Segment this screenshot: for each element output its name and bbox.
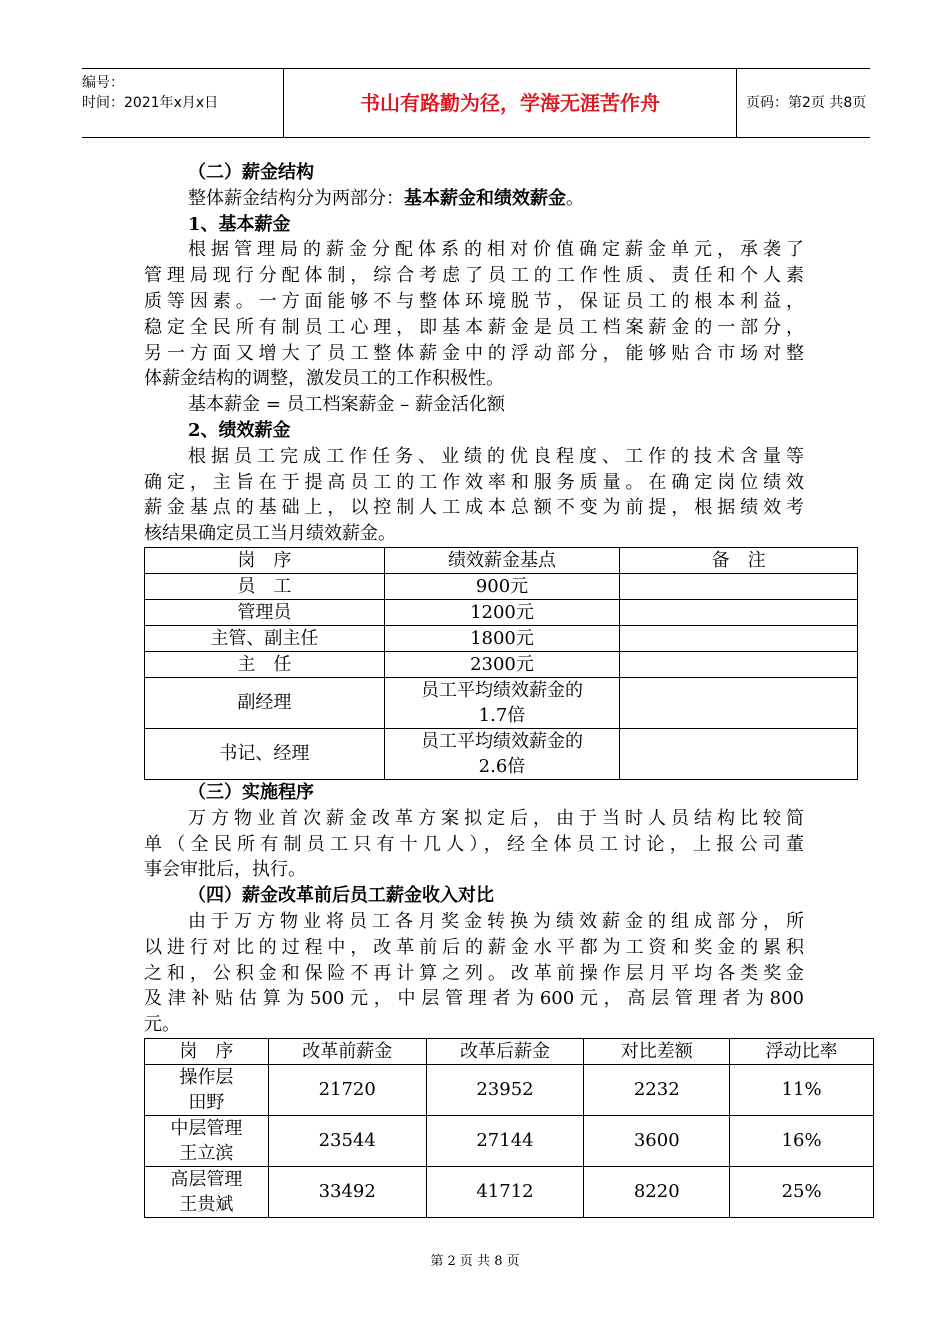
base-salary-title: 1、基本薪金: [188, 213, 291, 235]
table-cell: 23544: [268, 1115, 426, 1166]
table-cell: [145, 1115, 269, 1166]
paragraph-line: 单（全民所有制员工只有十几人），经全体员工讨论，上报公司董: [144, 833, 804, 855]
paragraph-line: 以进行对比的过程中，改革前后的薪金水平都为工资和奖金的累积: [144, 936, 804, 958]
table-cell: [620, 677, 858, 728]
table-cell: 1200元: [384, 599, 620, 625]
page-header: [82, 68, 870, 138]
paragraph-line: 元。: [144, 1014, 180, 1036]
table-cell: 16%: [730, 1115, 874, 1166]
section-2-intro: [144, 186, 804, 212]
paragraph-line: 管理局现行分配体制，综合考虑了员工的工作性质、责任和个人素: [144, 265, 804, 287]
table-cell: 41712: [426, 1166, 584, 1217]
table-cell: 3600: [584, 1115, 730, 1166]
table-cell: [620, 573, 858, 599]
table-header-cell: 改革前薪金: [268, 1038, 426, 1064]
paragraph-line: 事会审批后，执行。: [144, 859, 306, 881]
document-body: [144, 160, 838, 1218]
salary-comparison-table: [144, 1038, 874, 1218]
table-row: [145, 1064, 874, 1115]
table-header-row: [145, 547, 858, 573]
header-time: 时间：2021年x月x日: [82, 95, 219, 111]
header-number: 编号：: [82, 75, 124, 91]
table-cell: 8220: [584, 1166, 730, 1217]
paragraph-line: 另一方面又增大了员工整体薪金中的浮动部分，能够贴合市场对整: [144, 342, 804, 364]
table-cell: 员 工: [145, 573, 385, 599]
table-cell: 21720: [268, 1064, 426, 1115]
cell-line: 员工平均绩效薪金的: [420, 679, 583, 701]
paragraph-line: 根据管理局的薪金分配体系的相对价值确定薪金单元，承袭了: [188, 239, 804, 261]
table-cell: 副经理: [145, 677, 385, 728]
table-header-cell: 改革后薪金: [426, 1038, 584, 1064]
table-row: [145, 677, 858, 728]
base-salary-formula: 基本薪金 = 员工档案薪金 – 薪金活化额: [188, 394, 505, 416]
table-cell: 900元: [384, 573, 620, 599]
table-cell: [145, 1166, 269, 1217]
table-cell: [620, 651, 858, 677]
table-cell: [620, 599, 858, 625]
table-cell: 27144: [426, 1115, 584, 1166]
paragraph-line: 核结果确定员工当月绩效薪金。: [144, 523, 396, 545]
table-row: [145, 599, 858, 625]
table-cell: 2232: [584, 1064, 730, 1115]
cell-line: 王贵斌: [179, 1193, 234, 1215]
table-cell: 书记、经理: [145, 728, 385, 779]
header-motto: 书山有路勤为径，学海无涯苦作舟: [283, 69, 737, 137]
intro-end: 。: [566, 187, 584, 209]
performance-base-table: [144, 547, 858, 780]
cell-line: 操作层: [179, 1066, 234, 1088]
table-header-cell: 岗 序: [145, 547, 385, 573]
table-cell: 33492: [268, 1166, 426, 1217]
table-header-cell: 绩效薪金基点: [384, 547, 620, 573]
intro-emphasis: 基本薪金和绩效薪金: [404, 187, 566, 209]
table-header-cell: 岗 序: [145, 1038, 269, 1064]
paragraph-line: 确定，主旨在于提高员工的工作效率和服务质量。在确定岗位绩效: [144, 471, 804, 493]
table-header-cell: 浮动比率: [730, 1038, 874, 1064]
table-cell: [620, 625, 858, 651]
paragraph-line: 根据员工完成工作任务、业绩的优良程度、工作的技术含量等: [188, 445, 804, 467]
paragraph-line: 由于万方物业将员工各月奖金转换为绩效薪金的组成部分，所: [188, 910, 804, 932]
table-cell: 主管、副主任: [145, 625, 385, 651]
section-4-title: （四）薪金改革前后员工薪金收入对比: [188, 885, 494, 907]
table-cell: [384, 728, 620, 779]
performance-salary-title: 2、绩效薪金: [188, 419, 291, 441]
cell-line: 中层管理: [170, 1117, 243, 1139]
table-cell: 2300元: [384, 651, 620, 677]
page-footer: 第 2 页 共 8 页: [430, 1254, 520, 1269]
paragraph-line: 及津补贴估算为500元，中层管理者为600元，高层管理者为800: [144, 988, 804, 1010]
paragraph-line: 薪金基点的基础上，以控制人工成本总额不变为前提，根据绩效考: [144, 497, 804, 519]
cell-line: 田野: [188, 1091, 225, 1113]
paragraph-line: 万方物业首次薪金改革方案拟定后，由于当时人员结构比较简: [188, 807, 804, 829]
table-row: [145, 651, 858, 677]
table-row: [145, 573, 858, 599]
table-cell: 11%: [730, 1064, 874, 1115]
paragraph-line: 之和，公积金和保险不再计算之列。改革前操作层月平均各类奖金: [144, 962, 804, 984]
cell-line: 王立滨: [179, 1142, 234, 1164]
paragraph-line: 稳定全民所有制员工心理，即基本薪金是员工档案薪金的一部分，: [144, 316, 804, 338]
table-cell: [384, 677, 620, 728]
cell-line: 2.6倍: [478, 755, 526, 777]
table-header-cell: 备 注: [620, 547, 858, 573]
table-cell: 25%: [730, 1166, 874, 1217]
paragraph-line: 质等因素。一方面能够不与整体环境脱节，保证员工的根本利益，: [144, 290, 804, 312]
cell-line: 高层管理: [170, 1168, 243, 1190]
table-row: [145, 625, 858, 651]
table-cell: 1800元: [384, 625, 620, 651]
header-meta: [82, 69, 282, 141]
table-cell: [620, 728, 858, 779]
header-page: 页码：第2页 共8页: [746, 95, 867, 111]
cell-line: 员工平均绩效薪金的: [420, 730, 583, 752]
table-row: [145, 728, 858, 779]
table-row: [145, 1166, 874, 1217]
section-2-title: （二）薪金结构: [188, 162, 314, 183]
table-cell: 管理员: [145, 599, 385, 625]
table-cell: 主 任: [145, 651, 385, 677]
table-header-cell: 对比差额: [584, 1038, 730, 1064]
table-cell: 23952: [426, 1064, 584, 1115]
cell-line: 1.7倍: [478, 704, 526, 726]
table-row: [145, 1115, 874, 1166]
paragraph-line: 体薪金结构的调整，激发员工的工作积极性。: [144, 368, 504, 390]
intro-text: 整体薪金结构分为两部分：: [188, 187, 404, 209]
table-cell: [145, 1064, 269, 1115]
table-header-row: [145, 1038, 874, 1064]
section-3-title: （三）实施程序: [188, 781, 314, 803]
